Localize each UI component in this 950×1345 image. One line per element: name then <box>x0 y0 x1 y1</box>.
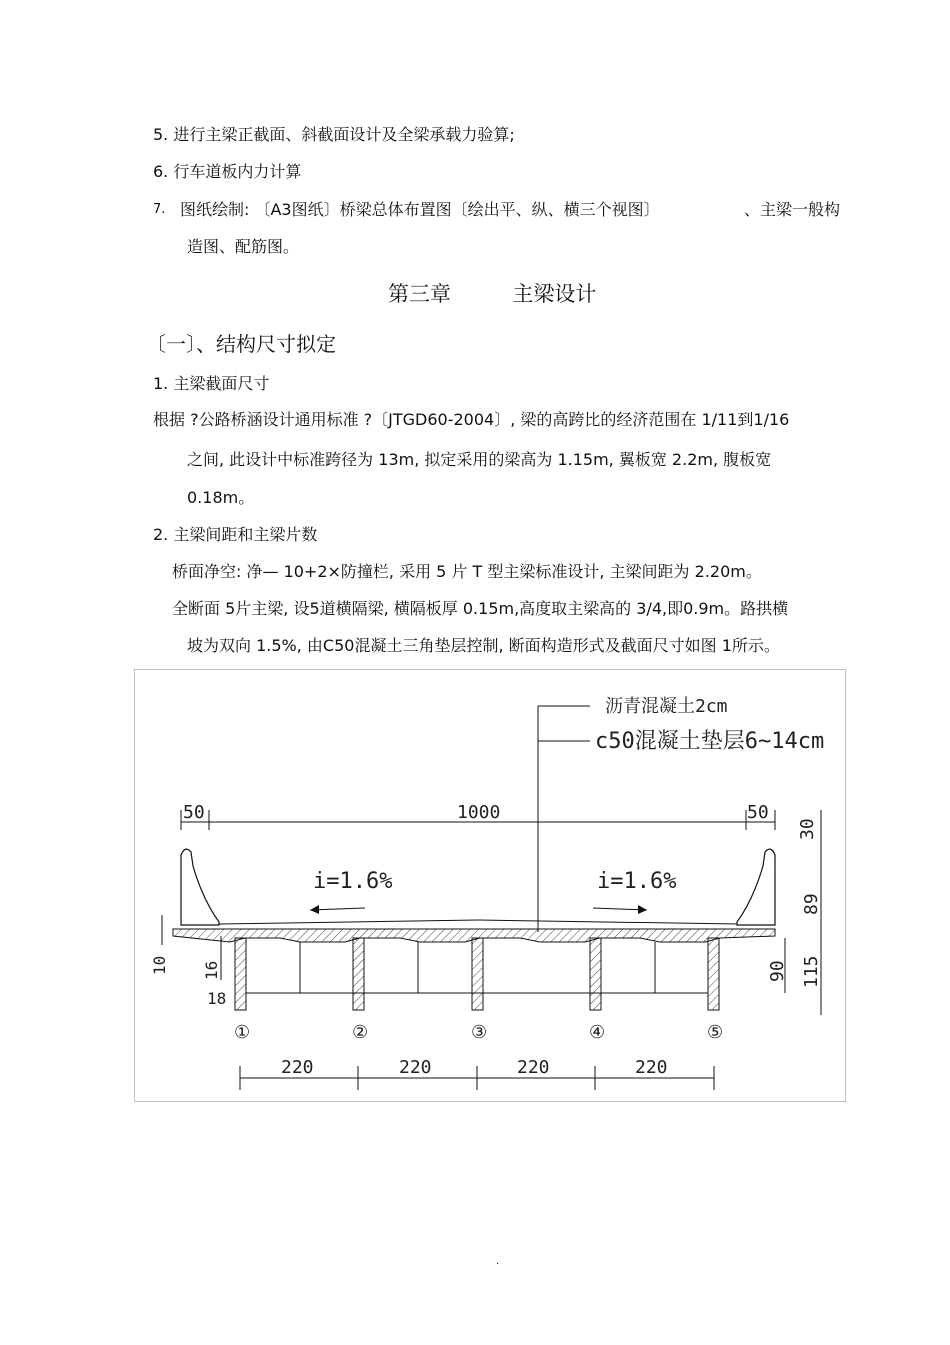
dim-right-50: 50 <box>747 802 769 823</box>
dim-90: 90 <box>767 960 788 982</box>
list-item-7-line1: 图纸绘制: 〔A3图纸〕桥梁总体布置图〔绘出平、纵、横三个视图〕 <box>180 200 660 219</box>
list-item-7-line1-tail: 、主梁一般构 <box>744 200 841 219</box>
cross-section-figure <box>134 669 846 1102</box>
dim-18: 18 <box>207 989 227 1008</box>
subsection-1-para-line1: 根据 ?公路桥涵设计通用标准 ?〔JTGD60-2004〕, 梁的高跨比的经济范围在 1/11到1/16 <box>153 410 790 429</box>
dim-30: 30 <box>797 818 818 840</box>
dim-115: 115 <box>801 955 822 988</box>
web-beam-2 <box>353 938 364 1010</box>
slope-left-label: i=1.6% <box>313 869 393 894</box>
label-c50: c50混凝土垫层6~14cm <box>595 729 825 754</box>
beam-label-2: ② <box>352 1022 369 1043</box>
web-beam-5 <box>708 938 719 1010</box>
list-item-6: 6. 行车道板内力计算 <box>153 162 302 181</box>
subsection-1-para-line3: 0.18m。 <box>187 488 255 507</box>
chapter-heading <box>388 278 596 308</box>
chapter-number: 第三章 <box>388 282 451 306</box>
beam-label-3: ③ <box>471 1022 488 1043</box>
subsection-2-para-line2: 全断面 5片主梁, 设5道横隔梁, 横隔板厚 0.15m,高度取主梁高的 3/4,即0.9m。路拱横 <box>172 599 789 618</box>
dim-16: 16 <box>202 960 221 980</box>
left-barrier <box>181 849 219 925</box>
section-heading: 〔一〕、结构尺寸拟定 <box>146 332 336 356</box>
slope-right-label: i=1.6% <box>597 869 677 894</box>
subsection-1-para-line2: 之间, 此设计中标准跨径为 13m, 拟定采用的梁高为 1.15m, 翼板宽 2.2m, 腹板宽 <box>187 450 772 469</box>
slope-right-arrowhead <box>638 905 647 914</box>
subsection-2-para-line1: 桥面净空: 净— 10+2×防撞栏, 采用 5 片 T 型主梁标准设计, 主梁间距为 2.20m。 <box>172 562 762 581</box>
dim-1000: 1000 <box>457 802 501 823</box>
deck-surface-right <box>478 920 737 924</box>
deck-surface-left <box>219 920 478 924</box>
web-beam-4 <box>590 938 601 1010</box>
right-barrier <box>737 849 775 925</box>
subsection-1-heading: 1. 主梁截面尺寸 <box>153 374 270 393</box>
subsection-2-heading: 2. 主梁间距和主梁片数 <box>153 525 318 544</box>
list-item-5: 5. 进行主梁正截面、斜截面设计及全梁承载力验算; <box>153 125 515 144</box>
dim-89: 89 <box>801 893 822 915</box>
spacing-label-4: 220 <box>635 1057 668 1078</box>
page-footer-dot: . <box>496 1256 500 1267</box>
list-item-7-number: 7. <box>153 202 166 217</box>
cross-section-drawing <box>135 670 847 1103</box>
dim-left-50: 50 <box>183 802 205 823</box>
spacing-label-3: 220 <box>517 1057 550 1078</box>
label-asphalt: 沥青混凝土2cm <box>605 696 728 717</box>
slope-left-arrowhead <box>310 905 319 914</box>
spacing-label-1: 220 <box>281 1057 314 1078</box>
beam-label-4: ④ <box>589 1022 606 1043</box>
dim-10: 10 <box>150 955 169 975</box>
chapter-title: 主梁设计 <box>512 282 597 306</box>
beam-label-5: ⑤ <box>707 1022 724 1043</box>
web-beam-1 <box>235 938 246 1010</box>
list-item-7-line2: 造图、配筋图。 <box>187 237 300 256</box>
beam-label-1: ① <box>234 1022 251 1043</box>
web-beam-3 <box>472 938 483 1010</box>
subsection-2-para-line3: 坡为双向 1.5%, 由C50混凝土三角垫层控制, 断面构造形式及截面尺寸如图 1所示。 <box>187 636 780 655</box>
spacing-label-2: 220 <box>399 1057 432 1078</box>
